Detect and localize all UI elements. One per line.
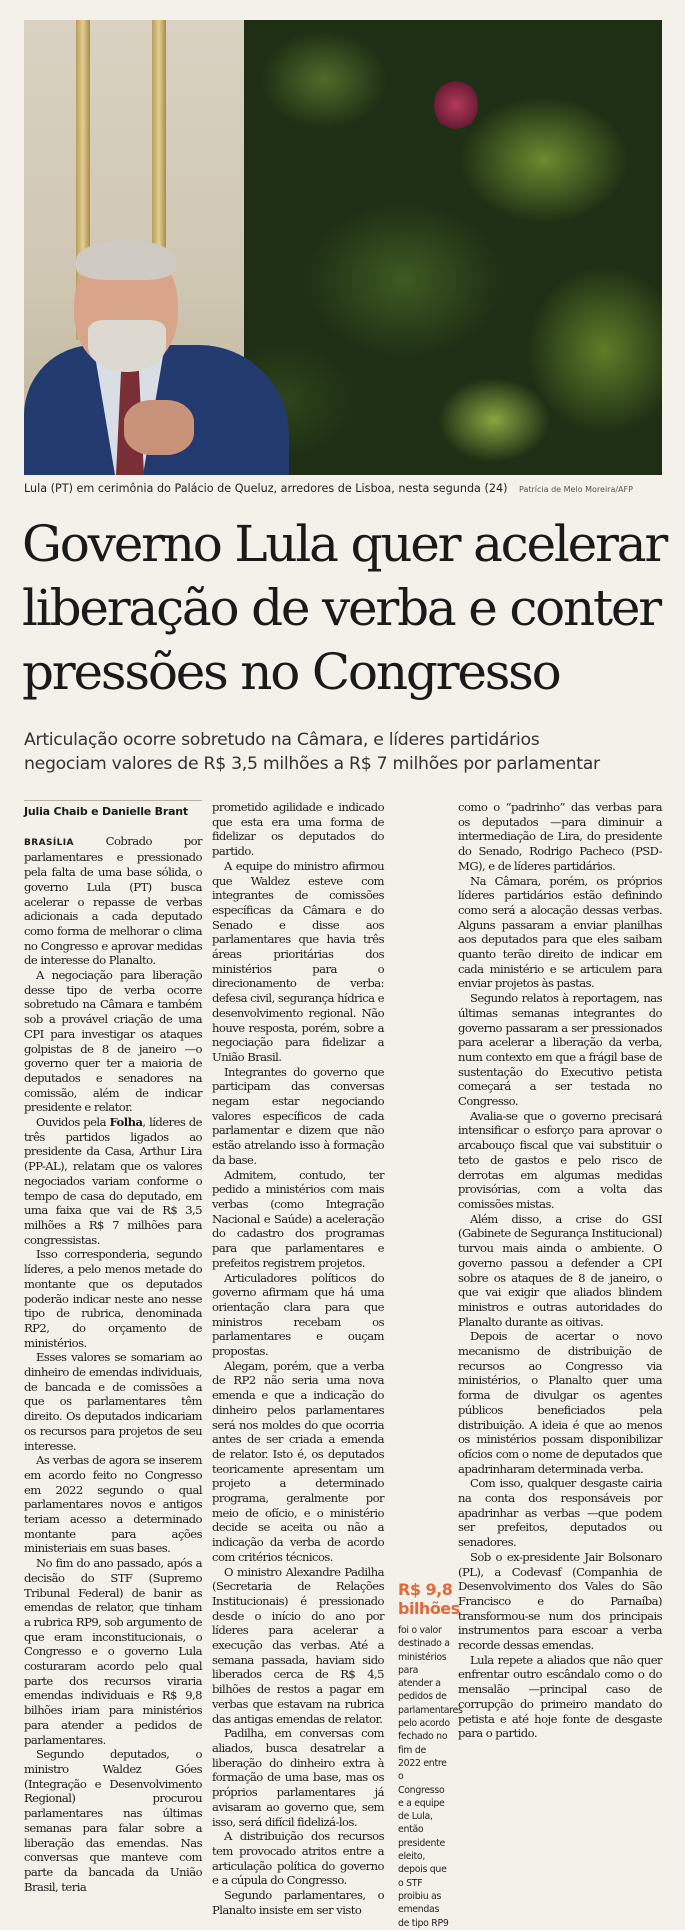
paragraph: A distribuição dos recursos tem provocado atritos entre a articulação política do governo e a cúpula do Congresso. [212,1829,384,1888]
article-column-1 [24,800,202,1894]
paragraph: Integrantes do governo que participam das conversas negam estar negociando valores específicos de cada parlamentar e dizem que não estão atrelando isso à formação da base. [212,1064,384,1167]
paragraph: Com isso, qualquer desgaste cairia na conta dos responsáveis por apadrinhar as verbas —que podem ser prefeitos, deputados ou senadores. [458,1476,662,1550]
photo-hand [124,400,194,455]
article-column-3 [458,800,662,1741]
subheadline-line: Articulação ocorre sobretudo na Câmara, e líderes partidários [24,730,540,750]
photo-person [24,235,289,475]
photo-credit: Patrícia de Melo Moreira/AFP [519,485,633,494]
paragraph: A negociação para liberação desse tipo de verba ocorre sobretudo na Câmara e também sob a provável criação de uma CPI para investigar os ataques golpistas de 8 de janeiro —o governo quer ter a maioria de deputados e senadores na comissão, além de indicar presidente e relator. [24,968,202,1115]
photo-caption [24,482,662,495]
paragraph: como o “padrinho” das verbas para os deputados —para diminuir a intermediação de Lira, do presidente do Senado, Rodrigo Pacheco (PSD-MG), e de líderes partidários. [458,800,662,873]
paragraph: Articuladores políticos do governo afirmam que há uma orientação clara para que ministros recebam os parlamentares e ouçam propostas. [212,1270,384,1359]
paragraph: Esses valores se somariam ao dinheiro de emendas individuais, de bancada e de comissões a que os parlamentares têm direito. Os deputados indicariam os recursos para projetos de seu interesse. [24,1350,202,1453]
dateline: BRASÍLIA [24,837,74,848]
paragraph [24,834,202,968]
paragraph: A equipe do ministro afirmou que Waldez esteve com integrantes de comissões específicas da Câmara e do Senado e disse aos parlamentares que havia três áreas prioritárias dos ministérios para o direcionamento de verba: defesa civil, segurança hídrica e desenvolvimento regional. Não houve resposta, porém, sobre a negociação para fidelizar a União Brasil. [212,858,384,1064]
paragraph: Avalia-se que o governo precisará intensificar o esforço para aprovar o arcabouço fiscal que vai substituir o teto de gastos e pelo risco de derrotas em algumas medidas provisórias, com a volta das comissões mistas. [458,1108,662,1211]
photo-beard [88,320,166,372]
article-photo [24,20,662,475]
paragraph-text: Ouvidos pela [36,1115,110,1130]
highlight-figure-line: bilhões [398,1599,460,1618]
paragraph: Segundo parlamentares, o Planalto insiste em ser visto [212,1888,384,1917]
paragraph: Na Câmara, porém, os próprios líderes partidários estão definindo como será a alocação dessas verbas. Alguns passaram a enviar planilhas aos deputados para que eles saibam quanto terão direito de indicar em cada ministério e se articulem para enviar projetos às pastas. [458,873,662,991]
paragraph: O ministro Alexandre Padilha (Secretaria de Relações Institucionais) é pressionado desde o início do ano por líderes para acelerar a execução das verbas. Até a semana passada, haviam sido liberados cerca de R$ 4,5 bilhões de restos a pagar em verbas que estavam na rubrica das antigas emendas de relator. [212,1564,384,1726]
headline-line: Governo Lula quer acelerar [22,515,667,573]
newspaper-name: Folha [109,1115,143,1130]
paragraph: Isso corresponderia, segundo líderes, a pelo menos metade do montante que os deputados poderão indicar neste ano nesse tipo de rubrica, denominada RP2, do orçamento de ministérios. [24,1247,202,1350]
sidebar-highlight [398,1580,463,1930]
paragraph: Alegam, porém, que a verba de RP2 não seria uma nova emenda e que a indicação do dinheiro pelos parlamentares será nos moldes do que ocorria antes de ser criada a emenda de relator. Isto é, os deputados teoricamente apresentam um projeto a determinado programa, geralmente por meio de ofício, e o ministério decide se aceita ou não a indicação da verba de acordo com critérios técnicos. [212,1358,384,1564]
headline [22,512,667,704]
paragraph: Além disso, a crise do GSI (Gabinete de Segurança Institucional) turvou mais ainda o ambiente. O governo passou a defender a CPI sobre os ataques de 8 de janeiro, o que vai exigir que aliados blindem ministros e outras autoridades do Planalto durante as oitivas. [458,1211,662,1329]
paragraph: Lula repete a aliados que não quer enfrentar outro escândalo como o do mensalão —principal caso de corrupção do primeiro mandato do petista e até hoje fonte de desgaste para o partido. [458,1652,662,1741]
headline-line: liberação de verba e conter [22,579,661,637]
byline: Julia Chaib e Danielle Brant [24,800,202,820]
paragraph [24,1115,202,1247]
photo-flower [434,80,478,130]
paragraph: As verbas de agora se inserem em acordo feito no Congresso em 2022 segundo o qual parlamentares novos e antigos teriam acesso a determinado montante para ações ministeriais em suas bases. [24,1453,202,1556]
paragraph: Segundo deputados, o ministro Waldez Góes (Integração e Desenvolvimento Regional) procurou parlamentares nas últimas semanas para falar sobre a liberação das emendas. Nas conversas que manteve com parte da bancada da União Brasil, teria [24,1747,202,1894]
article-column-2 [212,800,384,1917]
paragraph-text: , líderes de três partidos ligados ao presidente da Casa, Arthur Lira (PP-AL), relatam que os valores negociados variam conforme o tempo de casa do deputado, em uma faixa que vai de R$ 3,5 milhões a R$ 7 milhões para congressistas. [24,1115,202,1247]
highlight-figure [398,1580,460,1618]
headline-line: pressões no Congresso [22,643,560,701]
paragraph: Admitem, contudo, ter pedido a ministérios com mais verbas (como Integração Nacional e Saúde) a aceleração do cadastro dos programas para que parlamentares e prefeitos registrem projetos. [212,1167,384,1270]
paragraph: Padilha, em conversas com aliados, busca desatrelar a liberação do dinheiro extra à formação de uma base, mas os próprios parlamentares já avisaram ao governo que, sem isso, será difícil fidelizá-los. [212,1726,384,1829]
paragraph-text: Cobrado por parlamentares e pressionado pela falta de uma base sólida, o governo Lula (PT) busca acelerar o repasse de verbas adicionais a cada deputado como forma de melhorar o clima no Congresso e aprovar medidas de interesse do Planalto. [24,833,202,968]
paragraph: prometido agilidade e indicado que esta era uma forma de fidelizar os deputados do partido. [212,800,384,859]
photo-caption-text: Lula (PT) em cerimônia do Palácio de Queluz, arredores de Lisboa, nesta segunda (24) [24,482,508,495]
paragraph: Sob o ex-presidente Jair Bolsonaro (PL), a Codevasf (Companhia de Desenvolvimento dos Vales do São Francisco e do Parnaíba) transformou-se num dos principais instrumentos para escoar a verba recorde dessas emendas. [458,1549,662,1653]
paragraph: Segundo relatos à reportagem, nas últimas semanas integrantes do governo passaram a ser pressionados para acelerar a liberação da verba, num contexto em que a frágil base de sustentação do Executivo petista começará a ser testada no Congresso. [458,991,662,1109]
subheadline [24,728,669,776]
highlight-text: foi o valor destinado a ministérios para atender a pedidos de parlamentares pelo acordo fechado no fim de 2022 entre o Congresso e a equipe de Lula, então presidente eleito, depois que o STF proibiu as emendas de tipo RP9 [398,1625,463,1929]
photo-hair [76,240,176,280]
paragraph: No fim do ano passado, após a decisão do STF (Supremo Tribunal Federal) de banir as emendas de relator, que tinham a rubrica RP9, sob argumento de que eram inconstitucionais, o Congresso e o governo Lula costuraram acordo pelo qual parte dos recursos viraria emendas individuais e R$ 9,8 bilhões iriam para ministérios para atender a pedidos de parlamentares. [24,1556,202,1747]
highlight-figure-line: R$ 9,8 [398,1580,453,1599]
subheadline-line: negociam valores de R$ 3,5 milhões a R$ 7 milhões por parlamentar [24,754,600,774]
paragraph: Depois de acertar o novo mecanismo de distribuição de recursos ao Congresso via ministérios, o Planalto quer uma forma de divulgar os agentes públicos beneficiados pela distribuição. A ideia é que ao menos os ministérios possam disponibilizar ofícios com o nome de deputados que apadrinharam determinada verba. [458,1329,662,1476]
